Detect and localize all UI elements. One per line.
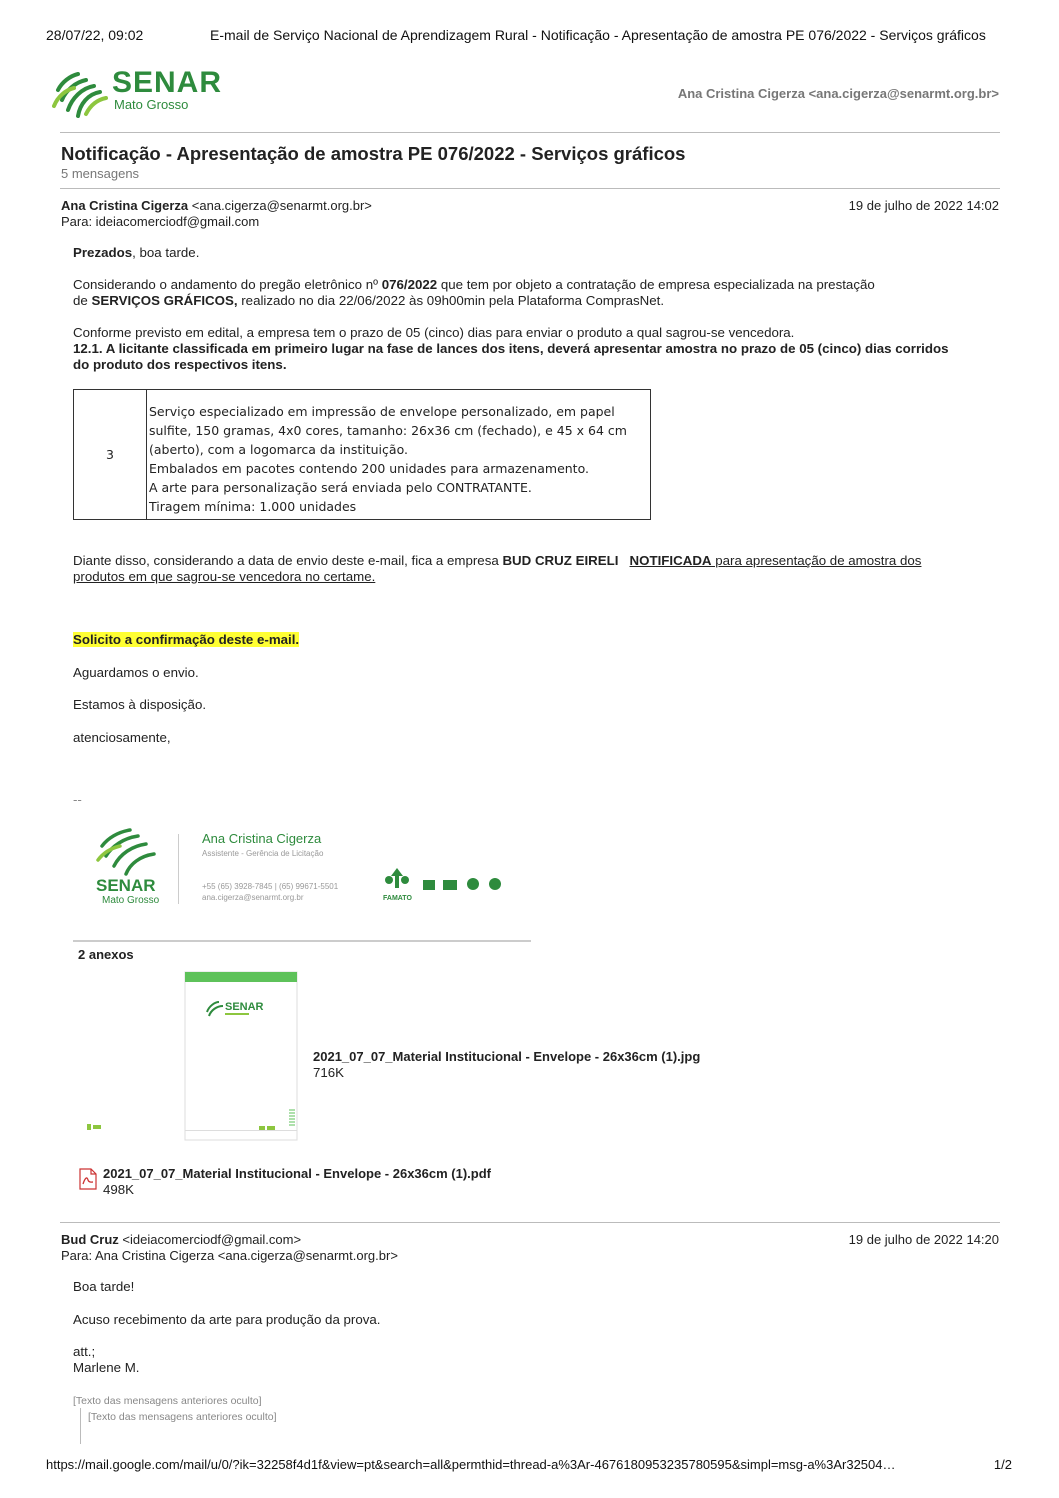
spec-line: (aberto), com a logomarca da instituição.: [149, 442, 408, 457]
signature-logo-name: SENAR: [96, 876, 156, 895]
divider: [60, 1222, 1000, 1223]
clause-12-1: [73, 341, 948, 373]
senar-logo: [52, 66, 223, 120]
item-spec-table: [73, 389, 651, 520]
signature-phone: +55 (65) 3928-7845 | (65) 99671-5501: [202, 882, 339, 891]
print-datetime: 28/07/22, 09:02: [46, 27, 144, 43]
logo-name: SENAR: [112, 66, 223, 99]
sender-name: Bud Cruz: [61, 1232, 119, 1247]
clause-line: do produto dos respectivos itens.: [73, 357, 287, 372]
p1-text: que tem por objeto a contratação de empresa especializada na prestação: [437, 277, 875, 292]
page-number: 1/2: [993, 1457, 1012, 1472]
attachment-1-name[interactable]: 2021_07_07_Material Institucional - Envelope - 26x36cm (1).jpg: [313, 1049, 701, 1064]
msg1-recipient: Para: ideiacomerciodf@gmail.com: [61, 214, 260, 229]
msg2-recipient: Para: Ana Cristina Cigerza <ana.cigerza@senarmt.org.br>: [61, 1248, 398, 1263]
msg2-signoff-name: Marlene M.: [73, 1360, 140, 1375]
msg1-date: 19 de julho de 2022 14:02: [848, 198, 999, 213]
attachment-1-size: 716K: [313, 1065, 345, 1080]
divider: [60, 132, 1000, 133]
spec-line: Serviço especializado em impressão de envelope personalizado, em papel: [149, 404, 615, 419]
thread-subject: Notificação - Apresentação de amostra PE 076/2022 - Serviços gráficos: [61, 143, 686, 164]
spec-line: sulfite, 150 gramas, 4x0 cores, tamanho: 26x36 cm (fechado), e 45 x 64 cm: [149, 423, 627, 438]
logo-region: Mato Grosso: [114, 97, 189, 112]
sender-email: <ideiacomerciodf@gmail.com>: [122, 1232, 302, 1247]
paragraph-2: Conforme previsto em edital, a empresa tem o prazo de 05 (cinco) dias para enviar o produto a qual sagrou-se vencedora.: [73, 325, 795, 340]
notified-label: NOTIFICADA: [629, 553, 712, 568]
hidden-quoted-text[interactable]: [Texto das mensagens anteriores oculto]: [73, 1395, 262, 1407]
item-number: 3: [74, 390, 147, 520]
account-email: Ana Cristina Cigerza <ana.cigerza@senarmt.org.br>: [677, 86, 999, 101]
sender-email: <ana.cigerza@senarmt.org.br>: [191, 198, 372, 213]
attachment-1[interactable]: [313, 1049, 700, 1081]
attachment-2-name[interactable]: 2021_07_07_Material Institucional - Envelope - 26x36cm (1).pdf: [103, 1166, 491, 1181]
hidden-quoted-text[interactable]: [Texto das mensagens anteriores oculto]: [88, 1411, 277, 1423]
signature-role: Assistente - Gerência de Licitação: [202, 849, 324, 858]
confirmation-request: [73, 632, 299, 648]
line-awaiting: Aguardamos o envio.: [73, 665, 199, 680]
greeting: [73, 245, 199, 261]
msg2-sender: [61, 1232, 301, 1247]
attachment-2-size: 498K: [103, 1182, 135, 1197]
notif-text: Diante disso, considerando a data de envio deste e-mail, fica a empresa: [73, 553, 503, 568]
partner-label: FAMATO: [383, 895, 412, 902]
divider: [60, 188, 1000, 189]
msg2-greeting: Boa tarde!: [73, 1279, 135, 1294]
notif-text: para apresentação de amostra dos: [711, 553, 922, 568]
msg2-signoff-line: att.;: [73, 1344, 96, 1359]
p1-text: de: [73, 293, 92, 308]
print-url: https://mail.google.com/mail/u/0/?ik=32258f4d1f&view=pt&search=all&permthid=thread-a%3Ar-4676180953235780595&simpl=msg-a%3Ar32504…: [46, 1457, 896, 1472]
attachments-divider: [73, 940, 531, 942]
item-description: [147, 390, 651, 520]
signature-logo-region: Mato Grosso: [102, 895, 160, 906]
message-count: 5 mensagens: [61, 166, 140, 181]
signature-separator: --: [73, 792, 82, 807]
pdf-icon: [79, 1168, 97, 1193]
greeting-bold: Prezados: [73, 245, 133, 260]
msg2-signoff: [73, 1344, 140, 1376]
email-signature: [96, 826, 516, 908]
print-title: E-mail de Serviço Nacional de Aprendizagem Rural - Notificação - Apresentação de amostra PE 076/2022 - Serviços gráficos: [210, 27, 986, 43]
pdf-file-icon: [79, 1168, 97, 1190]
line-available: Estamos à disposição.: [73, 697, 207, 712]
highlighted-text: Solicito a confirmação deste e-mail.: [73, 632, 300, 647]
quote-bar: [80, 1408, 81, 1444]
notif-text: produtos em que sagrou-se vencedora no certame.: [73, 569, 376, 584]
senar-signature-logo-icon: [96, 826, 160, 876]
msg2-body: Acuso recebimento da arte para produção da prova.: [73, 1312, 381, 1327]
signature-divider: [178, 834, 179, 904]
clause-line: 12.1. A licitante classificada em primeiro lugar na fase de lances dos itens, deverá apresentar amostra no prazo de 05 (cinco) dias corridos: [73, 341, 949, 356]
sender-name: Ana Cristina Cigerza: [61, 198, 189, 213]
line-regards: atenciosamente,: [73, 730, 171, 745]
p1-number: 076/2022: [381, 277, 438, 292]
paragraph-1: [73, 277, 875, 309]
svg-text:SENAR: SENAR: [225, 1001, 264, 1013]
spec-line: Tiragem mínima: 1.000 unidades: [149, 499, 357, 514]
company-name: BUD CRUZ EIRELI: [502, 553, 619, 568]
p1-text: Considerando o andamento do pregão eletrônico nº: [73, 277, 382, 292]
signature-name: Ana Cristina Cigerza: [202, 831, 322, 846]
p1-text: realizado no dia 22/06/2022 às 09h00min pela Plataforma ComprasNet.: [237, 293, 665, 308]
attachment-thumbnail[interactable]: [79, 970, 307, 1142]
spec-line: A arte para personalização será enviada pelo CONTRATANTE.: [149, 480, 532, 495]
signature-email: ana.cigerza@senarmt.org.br: [202, 893, 304, 902]
attachments-count: 2 anexos: [78, 947, 134, 962]
msg1-sender: [61, 198, 372, 213]
msg2-date: 19 de julho de 2022 14:20: [848, 1232, 999, 1247]
spec-line: Embalados em pacotes contendo 200 unidades para armazenamento.: [149, 461, 589, 476]
envelope-preview-icon: [79, 970, 307, 1142]
greeting-rest: , boa tarde.: [132, 245, 200, 260]
notification-paragraph: [73, 553, 921, 585]
p1-service: SERVIÇOS GRÁFICOS,: [91, 293, 238, 308]
attachment-2[interactable]: [103, 1166, 491, 1198]
